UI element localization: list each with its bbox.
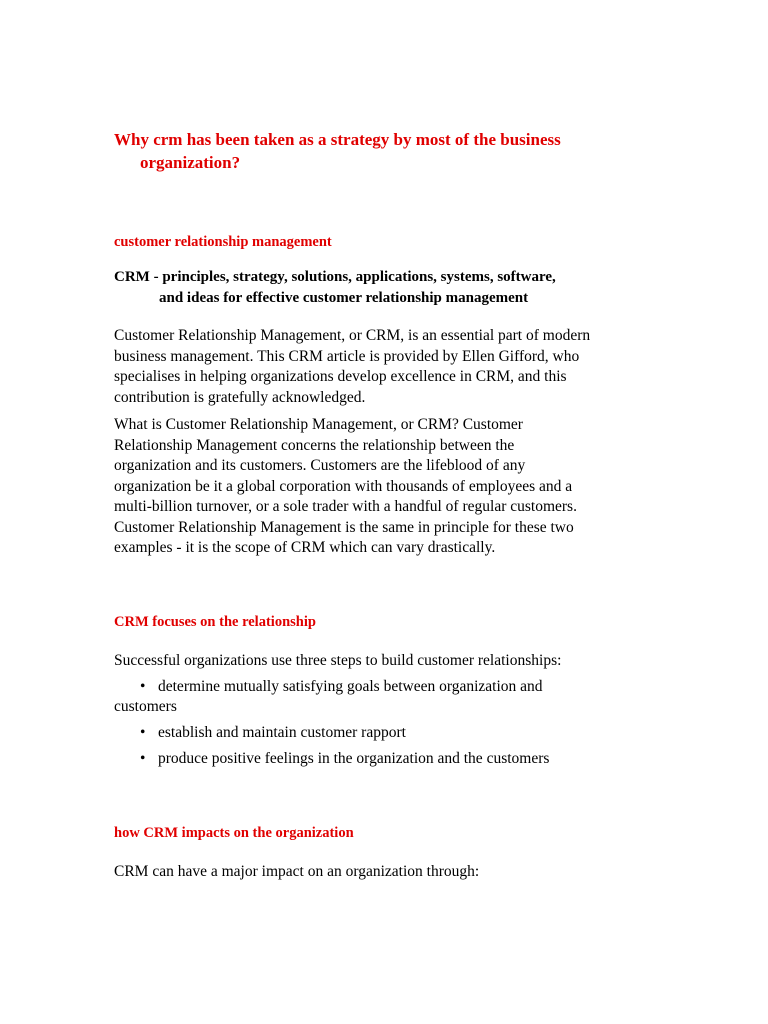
section-heading-relationship: CRM focuses on the relationship	[114, 614, 316, 630]
bullet-icon: •	[140, 724, 146, 741]
section-heading-impacts: how CRM impacts on the organization	[114, 825, 354, 841]
paragraph-line: contribution is gratefully acknowledged.	[114, 388, 366, 406]
paragraph-line: What is Customer Relationship Management, or CRM? Customer	[114, 416, 523, 433]
paragraph-intro	[114, 326, 654, 408]
list-item	[114, 723, 654, 743]
paragraph-line: organization be it a global corporation with thousands of employees and a	[114, 477, 573, 495]
paragraph-line: organization and its customers. Customers are the lifeblood of any	[114, 457, 526, 474]
paragraph-impact	[114, 862, 654, 883]
paragraph-line: Relationship Management concerns the relationship between the	[114, 436, 515, 454]
paragraph-line: CRM can have a major impact on an organization through:	[114, 863, 480, 880]
section-heading-crm: customer relationship management	[114, 234, 332, 250]
paragraph-line: Successful organizations use three steps to build customer relationships:	[114, 652, 562, 669]
list-item	[114, 749, 654, 769]
paragraph-line: business management. This CRM article is provided by Ellen Gifford, who	[114, 347, 580, 365]
document-subtitle	[114, 267, 674, 309]
list-item	[114, 677, 654, 717]
list-item-text: produce positive feelings in the organization and the customers	[158, 750, 550, 767]
list-item-text-continued: customers	[114, 698, 177, 715]
paragraph-line: Customer Relationship Management is the same in principle for these two	[114, 518, 574, 536]
paragraph-line: Customer Relationship Management, or CRM, is an essential part of modern	[114, 327, 591, 344]
paragraph-what-is-crm	[114, 415, 654, 559]
bullet-icon: •	[140, 750, 146, 767]
paragraph-line: specialises in helping organizations develop excellence in CRM, and this	[114, 368, 567, 385]
paragraph-line: multi-billion turnover, or a sole trader with a handful of regular customers.	[114, 498, 577, 515]
title-line-1: Why crm has been taken as a strategy by most of the business	[114, 130, 561, 149]
paragraph-three-steps	[114, 651, 654, 672]
subtitle-line-2: and ideas for effective customer relationship management	[159, 290, 529, 306]
subtitle-line-1: CRM - principles, strategy, solutions, applications, systems, software,	[114, 269, 556, 285]
document-title	[114, 128, 714, 174]
steps-list	[114, 677, 654, 775]
list-item-text: determine mutually satisfying goals between organization and	[158, 678, 543, 695]
list-item-text: establish and maintain customer rapport	[158, 724, 406, 741]
bullet-icon: •	[140, 678, 146, 695]
paragraph-line: examples - it is the scope of CRM which can vary drastically.	[114, 539, 496, 556]
title-line-2: organization?	[140, 153, 241, 172]
